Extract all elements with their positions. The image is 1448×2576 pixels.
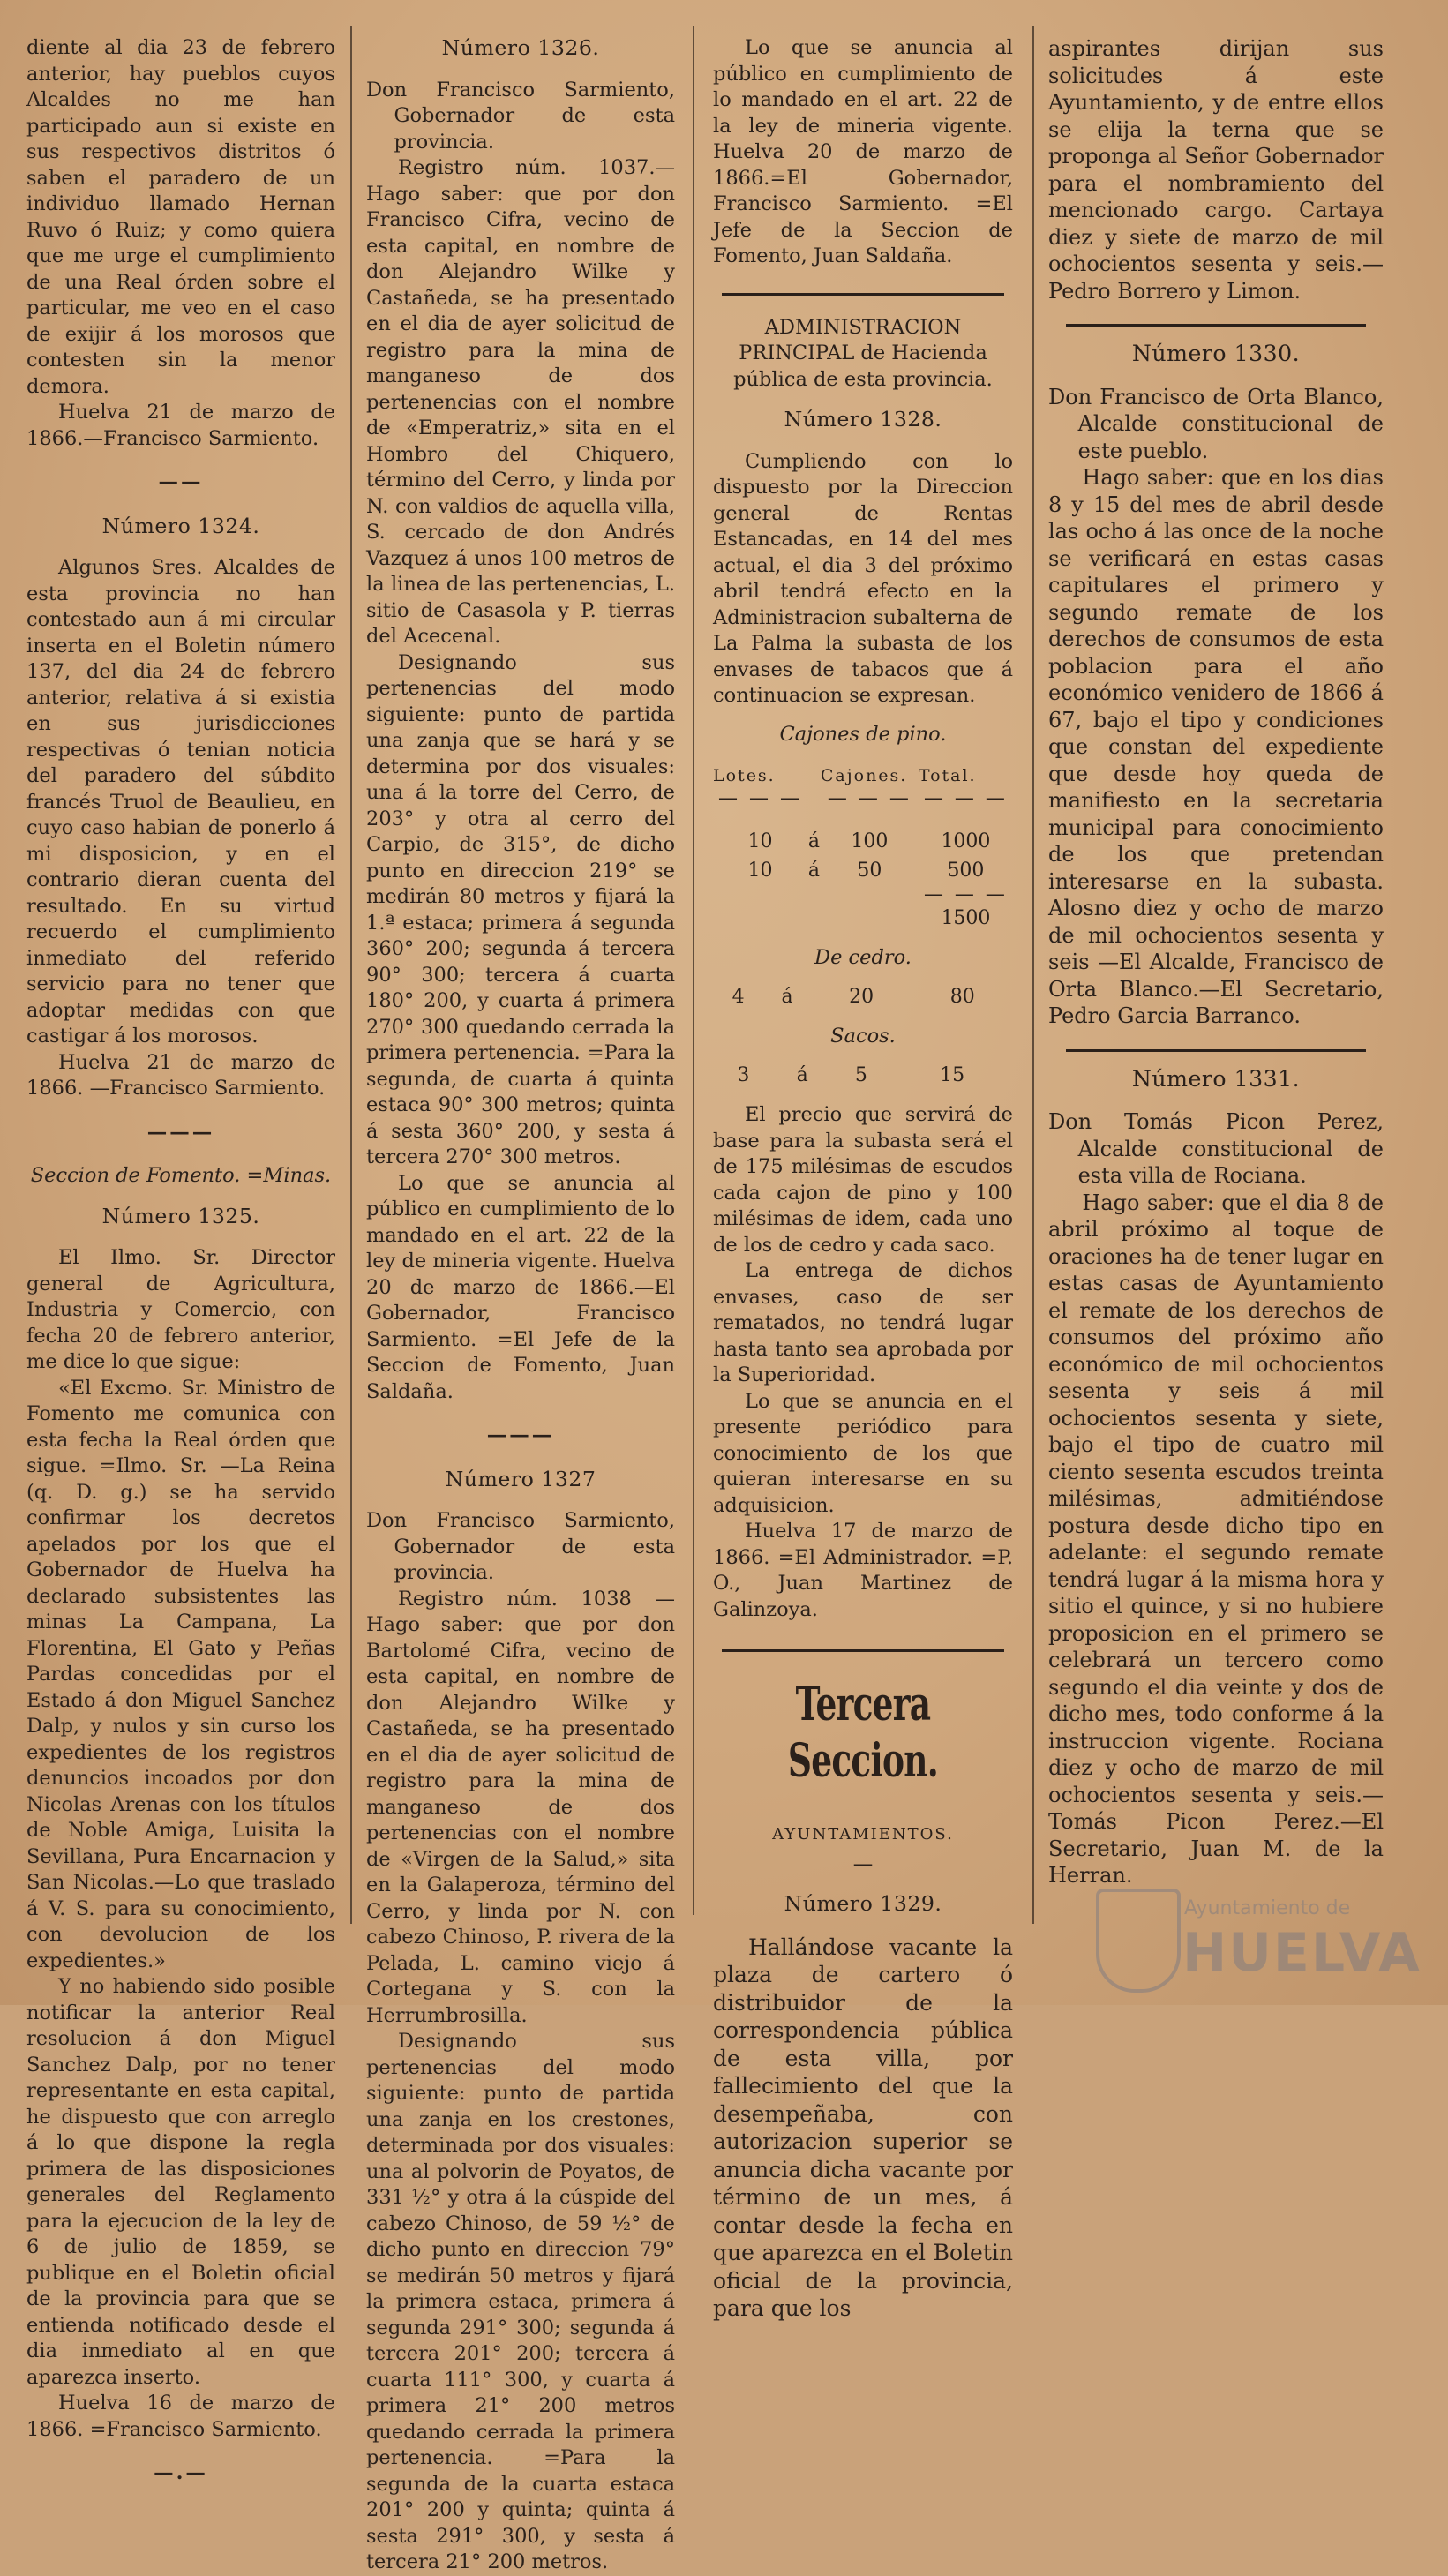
section-heading: Seccion de Fomento. =Minas. [30, 1164, 332, 1187]
paragraph: diente al dia 23 de febrero anterior, hay pueblos cuyos Alcaldes no me han participado aun si existe en sus respectivos distritos ó saben el paradero de un individuo llamado Hernan Ruvo ó Ruiz; y como quiera que me urge el cumplimiento de una Real órden sobre el particular, me veo en el caso de exijir á los morosos que contesten sin la menor demora. [26, 36, 335, 398]
paragraph: Cumpliendo con lo dispuesto por la Direccion general de Rentas Estancadas, en 14 del mes actual, el dia 3 del próximo abril tendrá efecto en la Administracion subalterna de La Palma la subasta de los envases de tabacos que á continuacion se expresan. [713, 449, 1013, 707]
notice-header: Don Francisco Sarmiento, Gobernador de esta provincia. [366, 1509, 675, 1584]
column-2 [366, 35, 675, 2576]
table-row: 10 á 50 500 [747, 860, 985, 882]
notice-number: Número 1326. [441, 35, 600, 60]
column-4 [1048, 35, 1384, 1889]
separator: —— [158, 470, 204, 493]
paragraph: Algunos Sres. Alcaldes de esta provincia no han contestado aun á mi circular inserta en el Boletin número 137, del dia 24 de febrero anterior, relativa á si existia en sus jurisdicciones respectivas ó tenian noticia del paradero del súbdito francés Truol de Beaulieu, en cuyo caso habian de ponerlo á mi disposicion, y en el contrario dieran cuenta del resultado. En su virtud recuerdo el cumplimiento inmediato del referido servicio para no tener que adoptar medidas con que castigar á los morosos. [26, 556, 335, 1048]
column-rule [350, 26, 352, 1924]
column-3 [713, 35, 1013, 2323]
lots-table: Lotes. Cajones. Total. — — — — — — — — — 10 á 100 1000 10 á 50 500 — — — 1500 [713, 758, 1013, 933]
notice-number: Número 1331. [1131, 1065, 1301, 1092]
table-subheading: Cajones de pino. [779, 722, 947, 746]
horizontal-rule [1066, 1049, 1366, 1052]
paragraph: Registro núm. 1038 —Hago saber: que por don Bartolomé Cifra, vecino de esta capital, en nombre de don Alejandro Wilke y Castañeda, se ha presentado en el dia de ayer solicitud de registro para la mina de manganeso de dos pertenencias con el nombre de «Virgen de la Salud,» sita en la Galaperoza, término del Cerro, y linda por N. con cabezo Chinoso, P. rivera de la Pelada, L. camino viejo á Cortegana y S. con la Herrumbrosilla. [366, 1587, 675, 2027]
cedro-table [713, 982, 1013, 1012]
table-subheading: De cedro. [814, 946, 912, 969]
notice-number: Número 1329. [784, 1891, 942, 1916]
notice-header: Don Tomás Picon Perez, Alcalde constitucional de esta villa de Rociana. [1048, 1109, 1384, 1188]
subsection-heading: AYUNTAMIENTOS. [772, 1825, 954, 1844]
table-sum: 1500 [941, 906, 991, 929]
separator: —.— [154, 2461, 208, 2484]
notice-number: Número 1324. [101, 513, 260, 538]
separator: ——— [146, 1120, 215, 1144]
horizontal-rule [722, 293, 1004, 296]
stamp-line: HUELVA [1182, 1922, 1422, 1984]
table-row: 3 á 5 15 [737, 1063, 965, 1086]
horizontal-rule [722, 1649, 1004, 1652]
column-header-lotes: Lotes. [713, 766, 776, 785]
notice-number: Número 1327 [445, 1466, 596, 1491]
notice-number: Número 1325. [101, 1203, 260, 1228]
paragraph: Designando sus pertenencias del modo siguiente: punto de partida una zanja en los crestones, determinada por dos visuales: una al polvorin de Poyatos, de 331 ½° y otra á la cúspide del cabezo Chinoso, de 59 ½° de dicho punto en direccion 79° se medirán 50 metros y fijará la primera estaca, primera á segunda 291° 300; segunda á tercera 201° 200; tercera á cuarta 111° 300, y cuarta á primera 21° 200 metros quedando cerrada la primera pertenencia. =Para la segunda de la cuarta estaca 201° 200 y quinta; quinta á sesta 291° 300, y sesta á tercera 21° 200 metros. [366, 2030, 675, 2573]
paragraph: Hago saber: que el dia 8 de abril próximo al toque de oraciones ha de tener lugar en estas casas de Ayuntamiento el remate de los derechos de consumos del próximo año económico de mil ochocientos sesenta y seis á mil ochocientos sesenta y siete, bajo el tipo de cuatro mil ciento sesenta escudos treinta milésimas, admitiéndose postura desde dicho tipo en adelante: el segundo remate tendrá lugar á la misma hora y sitio el quince, y si no hubiere proposicion en el primero se celebrará un tercero como segundo el dia veinte y dos de dicho mes, todo conforme á la instruccion vigente. Rociana diez y ocho de marzo de mil ochocientos sesenta y seis.—Tomás Picon Perez.—El Secretario, Juan M. de la Herran. [1048, 1190, 1384, 1888]
signature: Huelva 21 de marzo de 1866.—Francisco Sarmiento. [26, 401, 335, 450]
table-row: 10 á 100 1000 [747, 830, 991, 852]
paragraph: «El Excmo. Sr. Ministro de Fomento me comunica con esta fecha la Real órden que sigue. =Ilmo. Sr. —La Reina (q. D. g.) se ha servido confirmar los decretos apelados por los que el Gobernador de Huelva ha declarado subsistentes las minas La Campana, La Florentina, El Gato y Peñas Pardas concedidas por el Estado á don Miguel Sanchez Dalp, y nulos y sin curso los expedientes de los registros denuncios incoados por don Nicolas Arenas con los títulos de Noble Amiga, Luisita la Sevillana, Pura Encarnacion y San Nicolas.—Lo que traslado á V. S. para su conocimiento, con devolucion de los expedientes.» [26, 1376, 335, 1972]
section-title: Tercera Seccion. [787, 1678, 939, 1788]
column-rule [1032, 26, 1034, 1924]
column-header-total: Total. [918, 766, 977, 785]
horizontal-rule [1066, 324, 1366, 327]
paragraph: Lo que se anuncia al público en cumplimiento de lo mandado en el art. 22 de la ley de mineria vigente. Huelva 20 de marzo de 1866.=El Gobernador, Francisco Sarmiento. =El Jefe de la Seccion de Fomento, Juan Saldaña. [713, 36, 1013, 267]
paragraph: Hallándose vacante la plaza de cartero ó distribuidor de la correspondencia pública de esta villa, por fallecimiento del que la desempeñaba, con autorizacion superior se anuncia dicha vacante por término de un mes, á contar desde la fecha en que aparezca en el Boletin oficial de la provincia, para que los [713, 1934, 1013, 2321]
table-subheading: Sacos. [830, 1025, 896, 1048]
paragraph: Lo que se anuncia al público en cumplimiento de lo mandado en el art. 22 de la ley de mineria vigente. Huelva 20 de marzo de 1866.—El Gobernador, Francisco Sarmiento. =El Jefe de la Seccion de Fomento, Juan Saldaña. [366, 1171, 675, 1403]
separator: ——— [486, 1423, 555, 1446]
column-1 [26, 35, 335, 2505]
paragraph: El Ilmo. Sr. Director general de Agricultura, Industria y Comercio, con fecha 20 de febrero anterior, me dice lo que sigue: [26, 1246, 335, 1373]
paragraph: Y no habiendo sido posible notificar la anterior Real resolucion á don Miguel Sanchez Dalp, por no tener representante en esta capital, he dispuesto que con arreglo á lo que dispone la regla primera de las disposiciones generales del Reglamento para la ejecucion de la ley de 6 de julio de 1859, se publique en el Boletin oficial de la provincia para que se entienda notificado desde el dia inmediato al en que aparezca inserto. [26, 1975, 335, 2389]
table-row [713, 904, 1013, 934]
paragraph: Designando sus pertenencias del modo siguiente: punto de partida una zanja que se hará y se determina por dos visuales: una á la torre del Cerro, de 203° y otra al cerro del Carpio, de 315°, de dicho punto en direccion 219° se medirán 80 metros y fijará la 1.ª estaca; primera á segunda 360° 200; segunda á tercera 90° 300; tercera á cuarta 180° 200, y cuarta á primera 270° 300 quedando cerrada la primera pertenencia. =Para la segunda, de cuarta á quinta estaca 90° 300 metros; quinta á sesta 360° 200, y sesta á tercera 270° 300 metros. [366, 650, 675, 1168]
table-row: 4 á 20 80 [732, 985, 975, 1008]
paragraph: Hago saber: que en los dias 8 y 15 del mes de abril desde las ocho á las once de la noche se verificará en estas casas capitulares el primero y segundo remate de los derechos de consumos de esta poblacion para el año económico venidero de 1866 á 67, bajo el tipo y condiciones que constan del expediente que desde hoy queda de manifiesto en la secretaria municipal para conocimiento de los que pretendan interesarse en la subasta. Alosno diez y ocho de marzo de mil ochocientos sesenta y seis —El Alcalde, Francisco de Orta Blanco.—El Secretario, Pedro Garcia Barranco. [1048, 465, 1384, 1028]
stamp-line: Ayuntamiento de [1184, 1897, 1351, 1919]
paragraph: El precio que servirá de base para la subasta será el de 175 milésimas de escudos cada cajon de pino y 100 milésimas de idem, cada uno de los de cedro y cada saco. [713, 1103, 1013, 1257]
shield-icon [1096, 1889, 1181, 1993]
paragraph: aspirantes dirijan sus solicitudes á este Ayuntamiento, y de entre ellos se elija la terna que se proponga al Señor Gobernador para el nombramiento del mencionado cargo. Cartaya diez y siete de marzo de mil ochocientos sesenta y seis.—Pedro Borrero y Limon. [1048, 36, 1384, 304]
signature: Huelva 21 de marzo de 1866. —Francisco Sarmiento. [26, 1050, 335, 1100]
paragraph: La entrega de dichos envases, caso de ser rematados, no tendrá lugar hasta tanto sea aprobada por la Superioridad. [713, 1259, 1013, 1386]
notice-number: Número 1330. [1131, 341, 1301, 366]
column-rule [693, 26, 694, 1915]
watermark-stamp [1096, 1889, 1422, 1986]
signature: Huelva 16 de marzo de 1866. =Francisco Sarmiento. [26, 2392, 335, 2441]
admin-heading: ADMINISTRACION PRINCIPAL de Hacienda pública de esta provincia. [733, 315, 993, 391]
sacos-table [713, 1061, 1013, 1091]
notice-header: Don Francisco de Orta Blanco, Alcalde constitucional de este pueblo. [1048, 384, 1384, 463]
paragraph: Lo que se anuncia en el presente periódico para conocimiento de los que quieran interesarse en su adquisicion. [713, 1389, 1013, 1517]
column-header-cajones: Cajones. [820, 766, 908, 785]
paragraph: Registro núm. 1037.—Hago saber: que por don Francisco Cifra, vecino de esta capital, en nombre de don Alejandro Wilke y Castañeda, se ha presentado en el dia de ayer solicitud de registro para la mina de manganeso de dos pertenencias con el nombre de «Emperatriz,» sita en el Hombro del Chiquero, término del Cerro, y linda por N. con valdios de aquella villa, S. cercado de don Andrés Vazquez á unos 100 metros de la linea de las pertenencias, L. sitio de Casasola y P. tierras del Acecenal. [366, 156, 675, 648]
notice-header: Don Francisco Sarmiento, Gobernador de esta provincia. [366, 78, 675, 154]
separator: — [852, 1851, 874, 1875]
notice-number: Número 1328. [784, 407, 942, 432]
signature: Huelva 17 de marzo de 1866. =El Administrador. =P. O., Juan Martinez de Galinzoya. [713, 1520, 1013, 1621]
